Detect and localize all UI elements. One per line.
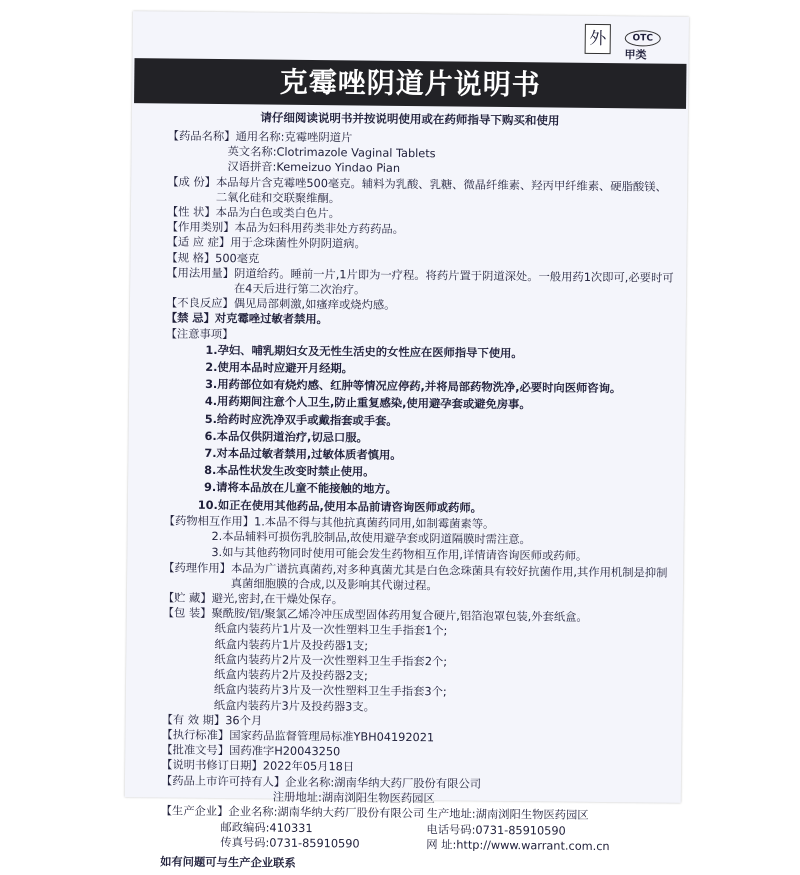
precaution-item: 8.本品性状发生改变时禁止使用。 xyxy=(204,464,375,479)
section-label: 【成 份】 xyxy=(167,175,217,189)
section-label: 【药品上市许可持有人】 xyxy=(160,773,286,789)
usage-text: 阴道给药。睡前一片,1片即为一疗程。将药片置于阴道深处。一般用药1次即可,必要时可在4天后进行第二次治疗。 xyxy=(233,266,674,297)
precaution-item: 10.如正在使用其他药品,使用本品前请咨询医师或药师。 xyxy=(197,498,483,515)
manufacturer-address: 生产地址:湖南浏阳生物医药园区 xyxy=(426,807,589,822)
precaution-item: 2.使用本品时应避开月经期。 xyxy=(205,360,354,376)
leaflet-body xyxy=(160,128,678,874)
section-label: 【药理作用】 xyxy=(163,561,232,575)
package-option: 纸盒内装药片2片及投药器2支; xyxy=(214,668,368,683)
mah-address: 注册地址:湖南浏阳生物医药园区 xyxy=(272,790,435,806)
page-title: 克霉唑阴道片说明书 xyxy=(134,58,686,109)
interaction-item: 1.本品不得与其他抗真菌药同用,如制霉菌素等。 xyxy=(253,515,495,531)
generic-name: 通用名称:克霉唑阴道片 xyxy=(235,130,353,145)
package-option: 纸盒内装药片2片及一次性塑料卫生手指套2个; xyxy=(214,652,448,669)
standard-text: 国家药品监督管理局标准YBH04192021 xyxy=(229,729,435,745)
precaution-item: 7.对本品过敏者禁用,过敏体质者慎用。 xyxy=(204,446,402,462)
section-label: 【药品名称】 xyxy=(167,129,236,144)
subtitle: 请仔细阅读说明书并按说明使用或在药师指导下购买和使用 xyxy=(260,110,560,128)
section-label: 【说明书修订日期】 xyxy=(161,758,263,773)
section-label: 【包 装】 xyxy=(162,606,212,621)
approval-text: 国药准字H20043250 xyxy=(229,744,341,759)
precaution-item: 6.本品仅供阴道治疗,切忌口服。 xyxy=(204,429,368,445)
section-label: 【执行标准】 xyxy=(161,728,230,743)
composition-text: 本品每片含克霉唑500毫克。辅料为乳酸、乳糖、微晶纤维素、羟丙甲纤维素、硬脂酸镁、二氧化硅和交联聚维酮。 xyxy=(215,175,667,206)
package-option: 纸盒内装药片3片及一次性塑料卫生手指套3个; xyxy=(213,683,447,699)
section-label: 【注意事项】 xyxy=(165,327,234,341)
section-label: 【贮 藏】 xyxy=(162,591,212,606)
mah-company: 企业名称:湖南华纳大药厂股份有限公司 xyxy=(285,775,482,791)
section-label: 【批准文号】 xyxy=(161,743,230,758)
spec-text: 500毫克 xyxy=(215,251,260,266)
section-label: 【不良反应】 xyxy=(165,296,234,311)
class-a-label: 甲类 xyxy=(624,48,647,62)
external-use-mark: 外 xyxy=(585,24,611,54)
fax: 传真号码:0731-85910590 xyxy=(220,836,360,851)
character-text: 本品为白色或类白色片。 xyxy=(215,205,341,221)
phone: 电话号码:0731-85910590 xyxy=(426,822,566,838)
revision-text: 2022年05月18日 xyxy=(262,759,355,774)
section-label: 【性 状】 xyxy=(166,205,216,219)
english-name: 英文名称:Clotrimazole Vaginal Tablets xyxy=(227,145,436,161)
section-label: 【规 格】 xyxy=(166,251,216,265)
section-label: 【禁 忌】 xyxy=(165,311,215,326)
indication-text: 用于念珠菌性外阴阴道病。 xyxy=(230,236,366,251)
precaution-item: 9.请将本品放在儿童不能接触的地方。 xyxy=(203,481,397,497)
section-label: 【作用类别】 xyxy=(166,220,235,235)
otc-badge: OTC xyxy=(625,30,661,46)
storage-text: 避光,密封,在干燥处保存。 xyxy=(211,592,344,607)
validity-text: 36个月 xyxy=(225,713,263,728)
pharmacology-text: 本品为广谱抗真菌药,对多种真菌尤其是白色念珠菌具有较好抗菌作用,其作用机制是抑制真菌细胞膜的合成,以及影响其代谢过程。 xyxy=(230,561,668,593)
pinyin-name: 汉语拼音:Kemeizuo Yindao Pian xyxy=(227,160,401,176)
instruction-leaflet xyxy=(125,11,689,870)
section-label: 【适 应 症】 xyxy=(166,235,231,250)
precaution-item: 3.用药部位如有烧灼感、红肿等情况应停药,并将局部药物洗净,必要时向医师咨询。 xyxy=(205,378,622,396)
package-option: 纸盒内装药片3片及投药器3支。 xyxy=(213,698,376,714)
section-label: 【药物相互作用】 xyxy=(163,514,255,529)
section-label: 【生产企业】 xyxy=(160,804,229,819)
interaction-item: 2.本品辅料可损伤乳胶制品,故使用避孕套或阴道隔膜时需注意。 xyxy=(211,530,531,547)
contraindication-text: 对克霉唑过敏者禁用。 xyxy=(214,312,328,327)
category-text: 本品为妇科用药类非处方药药品。 xyxy=(234,221,405,237)
postcode: 邮政编码:410331 xyxy=(220,820,313,835)
precaution-item: 5.给药时应洗净双手或戴指套或手套。 xyxy=(204,412,398,428)
interaction-item: 3.如与其他药物同时使用可能会发生药物相互作用,详情请咨询医师或药师。 xyxy=(211,545,588,563)
manufacturer-company: 企业名称:湖南华纳大药厂股份有限公司 xyxy=(228,805,425,821)
section-label: 【用法用量】 xyxy=(166,266,235,280)
precaution-item: 4.用药期间注意个人卫生,防止重复感染,使用避孕套或避免房事。 xyxy=(204,395,531,412)
adverse-text: 偶见局部刺激,如瘙痒或烧灼感。 xyxy=(233,297,396,313)
package-option: 纸盒内装药片1片及投药器1支; xyxy=(214,637,369,653)
website: 网 址:http://www.warrant.com.cn xyxy=(426,838,610,854)
package-text: 聚酰胺/铝/聚氯乙烯冷冲压成型固体药用复合硬片,铝箔泡罩包装,外套纸盒。 xyxy=(211,607,588,625)
section-label: 【有 效 期】 xyxy=(161,713,226,727)
precaution-item: 1.孕妇、哺乳期妇女及无性生活史的女性应在医师指导下使用。 xyxy=(205,343,523,361)
footer-note: 如有问题可与生产企业联系 xyxy=(160,855,296,870)
package-option: 纸盒内装药片1片及一次性塑料卫生手指套1个; xyxy=(214,622,448,638)
